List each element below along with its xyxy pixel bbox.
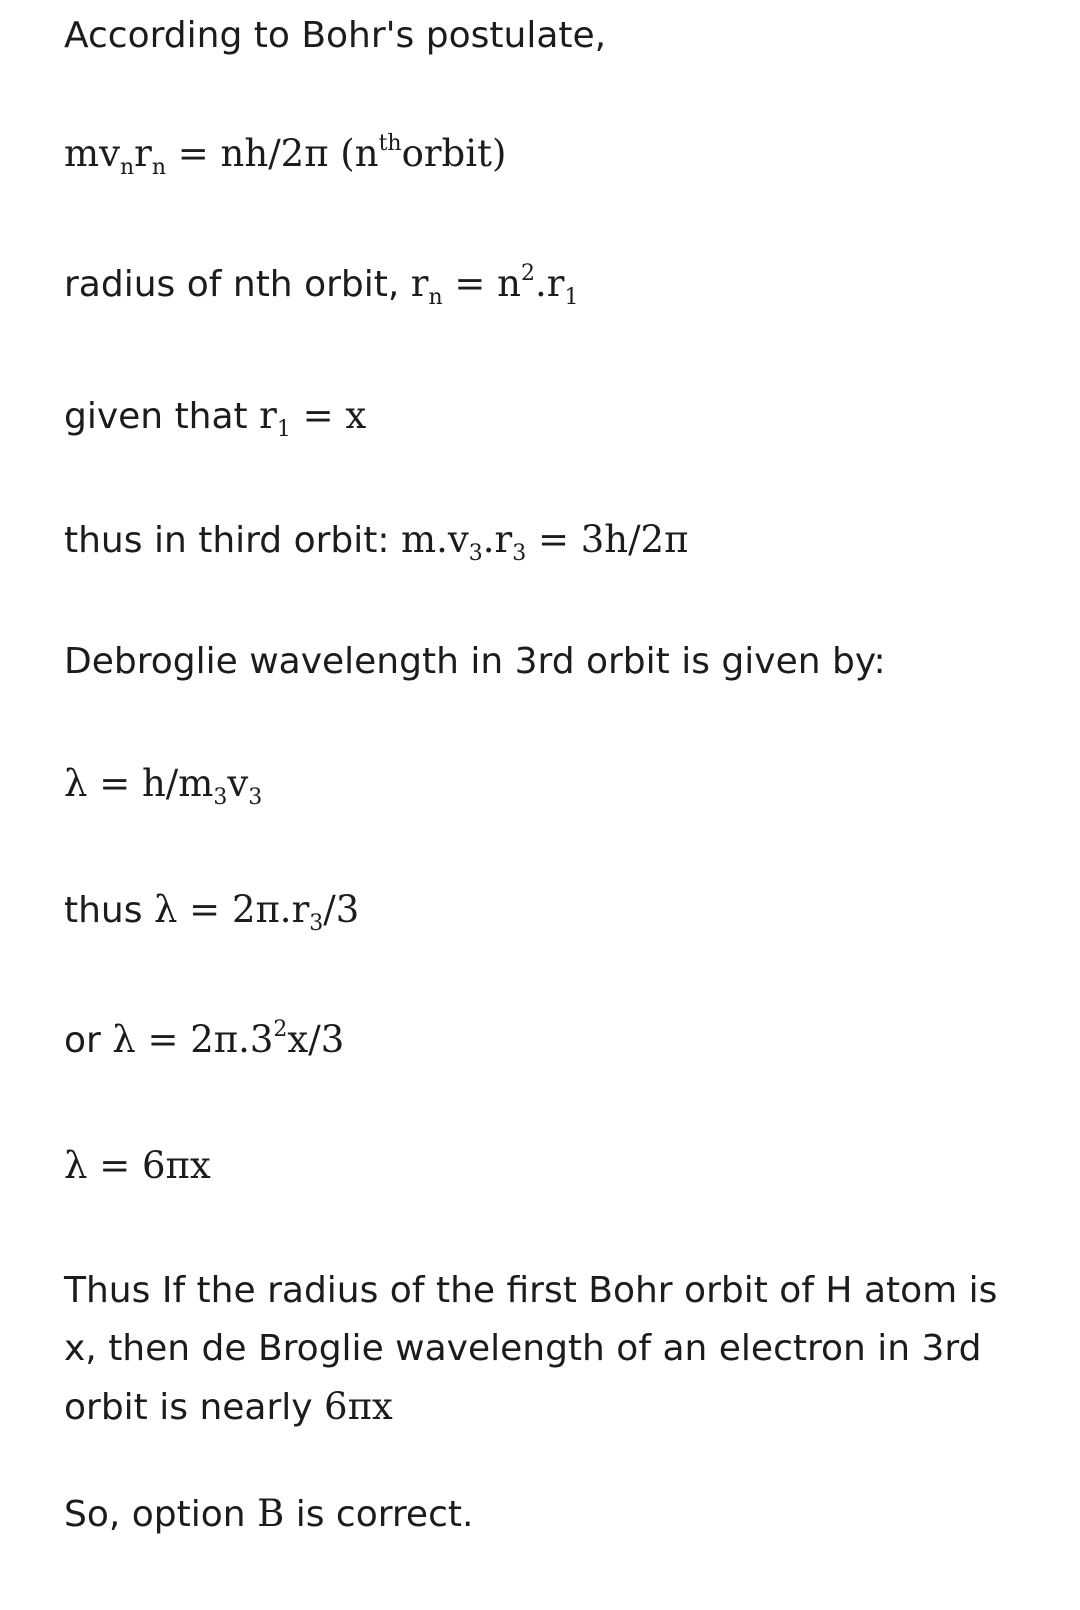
- lambda-equation-1: $\lambda = h/m_3v_3$: [64, 762, 263, 810]
- given-statement: [64, 392, 366, 441]
- or-text: or: [64, 1020, 101, 1061]
- answer-post: is correct.: [295, 1494, 474, 1535]
- or-statement: [64, 1016, 344, 1065]
- lambda-equation-2: $\lambda = 2\pi.r_3/3$: [153, 888, 360, 936]
- conclusion-text: Thus If the radius of the first Bohr orbit of H atom is x, then de Broglie wavelength of an electron in 3rd orbit is nearly: [64, 1270, 998, 1428]
- lambda-final: λ = 6πx: [64, 1144, 211, 1187]
- thus-text: thus: [64, 890, 143, 931]
- answer-option: B: [257, 1492, 285, 1535]
- lambda-equation-3: $\lambda = 2\pi.3^2x/3$: [112, 1017, 345, 1061]
- conclusion-paragraph: [64, 1262, 1024, 1437]
- answer-statement: [64, 1490, 473, 1539]
- postulate-equation: $mv_nr_n = nh/2\pi$ $(n^{th}orbit)$: [64, 131, 507, 180]
- radius-statement: [64, 260, 578, 309]
- third-orbit-text: thus in third orbit:: [64, 520, 390, 561]
- given-equation: $r_1 = x$: [259, 394, 367, 442]
- radius-equation: $r_n = n^2.r_1$: [410, 261, 579, 310]
- answer-pre: So, option: [64, 1494, 246, 1535]
- radius-text: radius of nth orbit,: [64, 264, 400, 305]
- third-orbit-equation: $m.v_3.r_3 = 3h/2\pi$: [400, 518, 689, 566]
- conclusion-math: 6πx: [324, 1385, 393, 1428]
- given-text: given that: [64, 396, 248, 437]
- intro-text: According to Bohr's postulate,: [64, 15, 607, 56]
- thus-statement: [64, 886, 359, 935]
- debroglie-text: Debroglie wavelength in 3rd orbit is given by:: [64, 641, 886, 682]
- third-orbit-statement: [64, 516, 688, 565]
